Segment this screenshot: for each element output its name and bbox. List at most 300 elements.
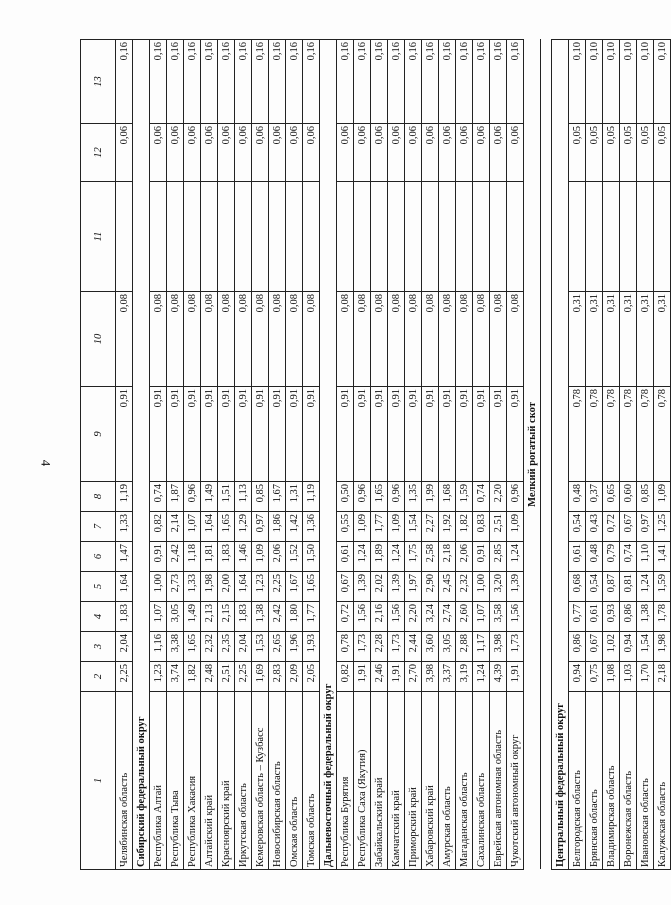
value-cell: 1,19 [303, 482, 320, 512]
value-cell: 0,06 [473, 124, 490, 182]
value-cell: 1,25 [654, 512, 671, 542]
value-cell: 3,58 [490, 602, 507, 632]
region-name: Камчатский край [388, 692, 405, 870]
table-row [201, 40, 218, 870]
value-cell: 3,05 [167, 602, 184, 632]
value-cell: 0,16 [184, 40, 201, 124]
value-cell: 0,86 [620, 602, 637, 632]
value-cell: 0,06 [235, 124, 252, 182]
value-cell: 0,06 [405, 124, 422, 182]
value-cell: 0,91 [252, 387, 269, 482]
value-cell: 1,49 [201, 482, 218, 512]
column-header: 12 [81, 124, 116, 182]
value-cell: 1,81 [201, 542, 218, 572]
value-cell: 2,45 [439, 572, 456, 602]
value-cell: 1,08 [603, 662, 620, 692]
table-row [269, 40, 286, 870]
value-cell: 0,37 [586, 482, 603, 512]
value-cell: 1,69 [252, 662, 269, 692]
table-row [473, 40, 490, 870]
value-cell: 2,90 [422, 572, 439, 602]
value-cell: 0,93 [603, 602, 620, 632]
value-cell: 1,18 [184, 542, 201, 572]
region-name: Белгородская область [569, 692, 586, 870]
value-cell: 0,91 [269, 387, 286, 482]
table-row [490, 40, 507, 870]
value-cell: 0,05 [569, 124, 586, 182]
value-cell: 1,78 [654, 602, 671, 632]
value-cell: 0,08 [201, 292, 218, 387]
value-cell: 0,16 [354, 40, 371, 124]
value-cell [456, 182, 473, 292]
value-cell: 0,08 [269, 292, 286, 387]
table-row [303, 40, 320, 870]
value-cell: 1,33 [116, 512, 133, 542]
table-row [354, 40, 371, 870]
value-cell: 2,32 [201, 632, 218, 662]
value-cell: 1,70 [637, 662, 654, 692]
value-cell: 0,86 [569, 632, 586, 662]
value-cell: 0,67 [586, 632, 603, 662]
value-cell: 2,60 [456, 602, 473, 632]
table-row [167, 40, 184, 870]
value-cell: 1,93 [303, 632, 320, 662]
value-cell: 0,61 [337, 542, 354, 572]
value-cell: 1,77 [303, 602, 320, 632]
value-cell: 4,39 [490, 662, 507, 692]
value-cell: 0,06 [201, 124, 218, 182]
value-cell [252, 182, 269, 292]
value-cell: 1,64 [201, 512, 218, 542]
spacer-row [541, 40, 552, 870]
value-cell: 0,06 [286, 124, 303, 182]
value-cell: 0,16 [473, 40, 490, 124]
value-cell [167, 182, 184, 292]
value-cell: 1,65 [371, 482, 388, 512]
value-cell: 0,10 [637, 40, 654, 124]
value-cell: 1,51 [218, 482, 235, 512]
value-cell: 1,24 [637, 572, 654, 602]
value-cell: 1,39 [354, 572, 371, 602]
value-cell: 0,10 [586, 40, 603, 124]
value-cell: 0,10 [654, 40, 671, 124]
value-cell: 0,31 [654, 292, 671, 387]
value-cell: 1,65 [184, 632, 201, 662]
value-cell: 0,06 [252, 124, 269, 182]
value-cell: 0,16 [439, 40, 456, 124]
value-cell: 0,85 [637, 482, 654, 512]
value-cell: 3,38 [167, 632, 184, 662]
value-cell: 2,04 [235, 632, 252, 662]
value-cell: 0,06 [303, 124, 320, 182]
value-cell: 1,82 [456, 512, 473, 542]
value-cell: 0,06 [371, 124, 388, 182]
value-cell: 0,08 [388, 292, 405, 387]
value-cell: 0,78 [337, 632, 354, 662]
value-cell: 1,73 [507, 632, 524, 662]
district-row [133, 40, 150, 870]
value-cell: 0,08 [116, 292, 133, 387]
value-cell: 1,24 [507, 542, 524, 572]
value-cell: 1,98 [201, 572, 218, 602]
district-name: Сибирский федеральный округ [133, 40, 150, 870]
value-cell [405, 182, 422, 292]
value-cell: 0,91 [167, 387, 184, 482]
value-cell: 0,05 [603, 124, 620, 182]
value-cell: 0,06 [167, 124, 184, 182]
value-cell [569, 182, 586, 292]
column-header: 1 [81, 692, 116, 870]
value-cell: 2,35 [218, 632, 235, 662]
value-cell: 2,58 [422, 542, 439, 572]
value-cell: 1,00 [473, 572, 490, 602]
value-cell: 0,91 [286, 387, 303, 482]
value-cell: 1,09 [388, 512, 405, 542]
value-cell: 3,98 [490, 632, 507, 662]
value-cell: 0,06 [337, 124, 354, 182]
value-cell: 1,07 [184, 512, 201, 542]
value-cell: 2,06 [269, 542, 286, 572]
value-cell: 0,48 [569, 482, 586, 512]
table-row [218, 40, 235, 870]
value-cell: 0,16 [456, 40, 473, 124]
value-cell: 1,82 [184, 662, 201, 692]
value-cell: 0,97 [252, 512, 269, 542]
value-cell: 0,94 [569, 662, 586, 692]
value-cell: 0,08 [235, 292, 252, 387]
value-cell: 1,64 [116, 572, 133, 602]
value-cell: 2,32 [456, 572, 473, 602]
value-cell: 0,72 [337, 602, 354, 632]
value-cell: 0,05 [620, 124, 637, 182]
value-cell: 0,78 [569, 387, 586, 482]
value-cell [620, 182, 637, 292]
value-cell: 0,94 [620, 632, 637, 662]
value-cell: 3,05 [439, 632, 456, 662]
value-cell: 0,91 [201, 387, 218, 482]
value-cell: 1,39 [507, 572, 524, 602]
value-cell: 3,37 [439, 662, 456, 692]
value-cell: 0,08 [252, 292, 269, 387]
value-cell: 2,85 [490, 542, 507, 572]
value-cell: 0,06 [269, 124, 286, 182]
value-cell: 0,91 [473, 387, 490, 482]
value-cell: 1,77 [371, 512, 388, 542]
table-row [637, 40, 654, 870]
value-cell: 0,55 [337, 512, 354, 542]
region-name: Иркутская область [235, 692, 252, 870]
value-cell: 0,08 [490, 292, 507, 387]
value-cell: 2,13 [201, 602, 218, 632]
table-row [235, 40, 252, 870]
value-cell: 1,98 [654, 632, 671, 662]
value-cell: 1,65 [218, 512, 235, 542]
value-cell: 0,06 [116, 124, 133, 182]
column-header: 10 [81, 292, 116, 387]
value-cell [439, 182, 456, 292]
region-name: Омская область [286, 692, 303, 870]
value-cell: 1,00 [150, 572, 167, 602]
value-cell: 1,73 [388, 632, 405, 662]
region-name: Республика Бурятия [337, 692, 354, 870]
value-cell: 2,02 [371, 572, 388, 602]
region-name: Новосибирская область [269, 692, 286, 870]
spacer-cell [541, 40, 552, 870]
district-row [552, 40, 569, 870]
value-cell: 1,87 [167, 482, 184, 512]
value-cell: 1,49 [184, 602, 201, 632]
value-cell: 2,65 [269, 632, 286, 662]
region-name: Брянская область [586, 692, 603, 870]
value-cell: 0,31 [603, 292, 620, 387]
region-name: Республика Алтай [150, 692, 167, 870]
value-cell: 1,10 [637, 542, 654, 572]
column-header: 7 [81, 512, 116, 542]
value-cell: 0,91 [337, 387, 354, 482]
value-cell: 1,56 [388, 602, 405, 632]
value-cell: 2,06 [456, 542, 473, 572]
value-cell: 0,79 [603, 542, 620, 572]
header-row [81, 40, 116, 870]
value-cell [184, 182, 201, 292]
table-row [654, 40, 671, 870]
value-cell [371, 182, 388, 292]
value-cell: 0,96 [507, 482, 524, 512]
value-cell: 0,91 [490, 387, 507, 482]
value-cell: 0,08 [456, 292, 473, 387]
value-cell: 0,91 [405, 387, 422, 482]
value-cell: 0,67 [620, 512, 637, 542]
value-cell: 0,05 [637, 124, 654, 182]
value-cell: 0,65 [603, 482, 620, 512]
value-cell: 0,78 [586, 387, 603, 482]
value-cell: 1,56 [354, 602, 371, 632]
value-cell: 0,91 [354, 387, 371, 482]
value-cell: 1,39 [388, 572, 405, 602]
value-cell: 2,42 [167, 542, 184, 572]
region-name: Амурская область [439, 692, 456, 870]
value-cell: 0,50 [337, 482, 354, 512]
value-cell: 1,41 [654, 542, 671, 572]
value-cell: 0,97 [637, 512, 654, 542]
value-cell: 0,08 [405, 292, 422, 387]
value-cell: 0,16 [303, 40, 320, 124]
column-header: 3 [81, 632, 116, 662]
table-body [116, 40, 671, 870]
value-cell: 1,83 [218, 542, 235, 572]
value-cell: 0,54 [569, 512, 586, 542]
table-row [456, 40, 473, 870]
value-cell: 3,20 [490, 572, 507, 602]
value-cell: 0,06 [422, 124, 439, 182]
value-cell: 0,31 [637, 292, 654, 387]
value-cell [354, 182, 371, 292]
value-cell [303, 182, 320, 292]
value-cell: 2,88 [456, 632, 473, 662]
region-name: Челябинская область [116, 692, 133, 870]
value-cell: 0,16 [116, 40, 133, 124]
value-cell: 0,10 [569, 40, 586, 124]
table-row [405, 40, 422, 870]
value-cell: 0,54 [586, 572, 603, 602]
table-row [569, 40, 586, 870]
region-name: Республика Саха (Якутия) [354, 692, 371, 870]
value-cell: 1,59 [654, 572, 671, 602]
district-row [320, 40, 337, 870]
value-cell: 0,08 [303, 292, 320, 387]
value-cell: 0,74 [150, 482, 167, 512]
value-cell: 0,08 [286, 292, 303, 387]
district-name: Дальневосточный федеральный округ [320, 40, 337, 870]
value-cell: 0,91 [150, 387, 167, 482]
value-cell: 0,16 [235, 40, 252, 124]
value-cell: 1,86 [269, 512, 286, 542]
value-cell: 0,91 [150, 542, 167, 572]
value-cell: 0,74 [473, 482, 490, 512]
value-cell: 0,91 [218, 387, 235, 482]
value-cell: 0,91 [371, 387, 388, 482]
section-row [524, 40, 541, 870]
value-cell: 0,08 [439, 292, 456, 387]
coefficients-table [80, 39, 671, 870]
region-name: Сахалинская область [473, 692, 490, 870]
value-cell: 0,06 [184, 124, 201, 182]
value-cell: 0,16 [201, 40, 218, 124]
value-cell: 2,20 [405, 602, 422, 632]
value-cell: 0,82 [150, 512, 167, 542]
table-row [388, 40, 405, 870]
value-cell: 1,02 [603, 632, 620, 662]
region-name: Томская область [303, 692, 320, 870]
value-cell: 2,48 [201, 662, 218, 692]
value-cell: 1,56 [507, 602, 524, 632]
value-cell: 0,16 [371, 40, 388, 124]
region-name: Чукотский автономный округ [507, 692, 524, 870]
value-cell: 1,53 [252, 632, 269, 662]
value-cell: 2,73 [167, 572, 184, 602]
value-cell: 0,85 [252, 482, 269, 512]
value-cell: 1,47 [116, 542, 133, 572]
value-cell: 0,72 [603, 512, 620, 542]
value-cell: 0,96 [354, 482, 371, 512]
table-row [586, 40, 603, 870]
value-cell [269, 182, 286, 292]
value-cell: 0,91 [303, 387, 320, 482]
value-cell: 0,08 [371, 292, 388, 387]
value-cell: 1,19 [116, 482, 133, 512]
value-cell: 1,73 [354, 632, 371, 662]
value-cell: 1,75 [405, 542, 422, 572]
value-cell: 0,08 [337, 292, 354, 387]
value-cell: 0,08 [354, 292, 371, 387]
value-cell: 0,16 [490, 40, 507, 124]
value-cell: 1,68 [439, 482, 456, 512]
column-header: 2 [81, 662, 116, 692]
region-name: Алтайский край [201, 692, 218, 870]
value-cell: 0,48 [586, 542, 603, 572]
value-cell: 2,25 [269, 572, 286, 602]
region-name: Хабаровский край [422, 692, 439, 870]
value-cell: 0,16 [507, 40, 524, 124]
rotated-table-container [80, 40, 668, 870]
value-cell: 1,24 [388, 542, 405, 572]
value-cell: 1,91 [507, 662, 524, 692]
value-cell: 2,00 [218, 572, 235, 602]
table-row [422, 40, 439, 870]
region-name: Калужская область [654, 692, 671, 870]
value-cell [507, 182, 524, 292]
table-row [507, 40, 524, 870]
value-cell: 1,96 [286, 632, 303, 662]
value-cell: 0,78 [603, 387, 620, 482]
section-title: Мелкий рогатый скот [524, 40, 541, 870]
value-cell: 0,83 [473, 512, 490, 542]
value-cell: 1,36 [303, 512, 320, 542]
value-cell: 1,24 [473, 662, 490, 692]
column-header: 6 [81, 542, 116, 572]
value-cell: 3,74 [167, 662, 184, 692]
value-cell [637, 182, 654, 292]
value-cell: 0,78 [637, 387, 654, 482]
value-cell: 1,29 [235, 512, 252, 542]
value-cell [490, 182, 507, 292]
value-cell [603, 182, 620, 292]
table-row [252, 40, 269, 870]
value-cell: 0,31 [620, 292, 637, 387]
value-cell: 2,04 [116, 632, 133, 662]
value-cell [473, 182, 490, 292]
column-header: 9 [81, 387, 116, 482]
value-cell: 0,91 [507, 387, 524, 482]
value-cell: 1,54 [405, 512, 422, 542]
value-cell: 2,20 [490, 482, 507, 512]
value-cell [286, 182, 303, 292]
value-cell: 0,31 [586, 292, 603, 387]
value-cell: 0,08 [184, 292, 201, 387]
value-cell: 1,23 [252, 572, 269, 602]
table-row [150, 40, 167, 870]
value-cell [388, 182, 405, 292]
value-cell: 1,67 [269, 482, 286, 512]
value-cell: 1,67 [286, 572, 303, 602]
value-cell: 0,91 [422, 387, 439, 482]
value-cell: 0,43 [586, 512, 603, 542]
value-cell: 1,83 [116, 602, 133, 632]
value-cell: 2,14 [167, 512, 184, 542]
value-cell: 1,31 [286, 482, 303, 512]
value-cell [337, 182, 354, 292]
table-row [620, 40, 637, 870]
value-cell: 1,07 [150, 602, 167, 632]
region-name: Воронежская область [620, 692, 637, 870]
value-cell: 0,91 [456, 387, 473, 482]
value-cell: 2,42 [269, 602, 286, 632]
region-name: Республика Хакасия [184, 692, 201, 870]
value-cell: 0,06 [456, 124, 473, 182]
value-cell: 0,16 [405, 40, 422, 124]
value-cell: 2,18 [654, 662, 671, 692]
value-cell: 0,08 [422, 292, 439, 387]
value-cell: 0,91 [184, 387, 201, 482]
value-cell: 1,83 [235, 602, 252, 632]
region-name: Владимирская область [603, 692, 620, 870]
value-cell [654, 182, 671, 292]
value-cell: 0,16 [388, 40, 405, 124]
value-cell [218, 182, 235, 292]
table-row [337, 40, 354, 870]
region-name: Ивановская область [637, 692, 654, 870]
value-cell: 0,06 [507, 124, 524, 182]
